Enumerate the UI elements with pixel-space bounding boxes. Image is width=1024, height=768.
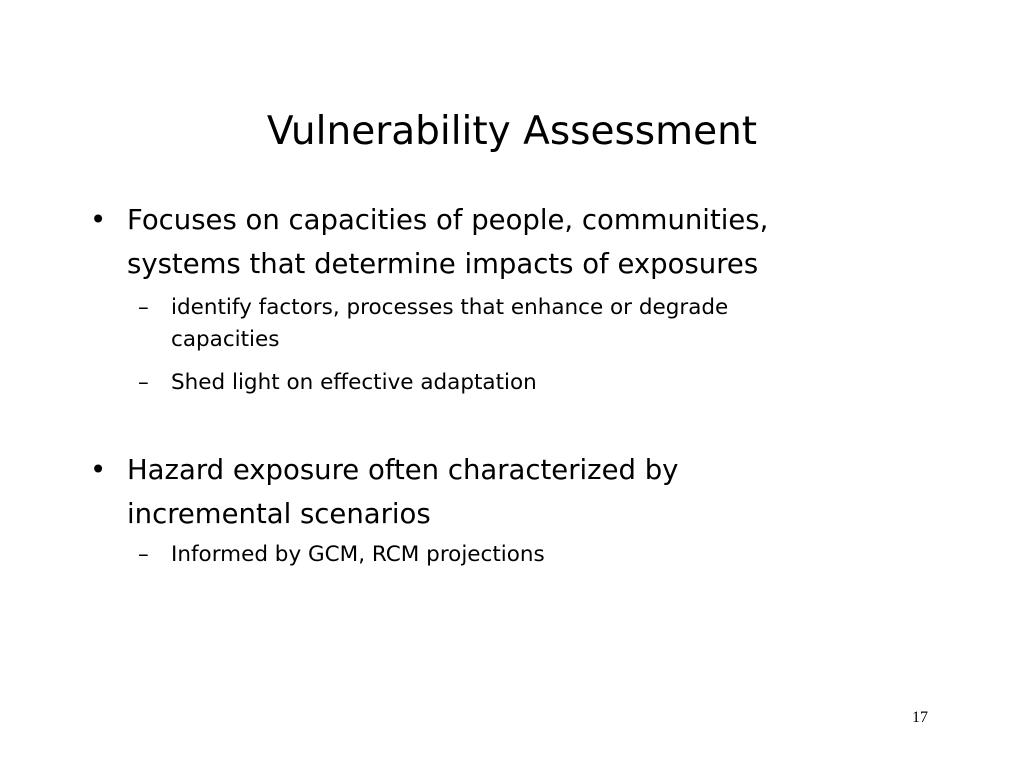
page-number: 17 <box>912 709 928 726</box>
sub-bullet-line: capacities <box>171 327 280 352</box>
bullet-line: systems that determine impacts of exposures <box>127 248 759 280</box>
bullet-line: Focuses on capacities of people, communities, <box>127 204 769 236</box>
bullet-line: Hazard exposure often characterized by <box>127 454 679 486</box>
bullet-mark: • <box>90 204 107 236</box>
bullet-line: incremental scenarios <box>127 498 431 530</box>
sub-bullet-text <box>171 539 901 571</box>
bullet-mark: • <box>90 454 107 486</box>
sub-bullet-mark: – <box>138 370 149 395</box>
slide-title: Vulnerability Assessment <box>266 109 758 154</box>
sub-bullet-line: identify factors, processes that enhance or degrade <box>171 295 729 320</box>
sub-bullet-mark: – <box>138 295 149 320</box>
sub-bullet-text <box>171 292 901 356</box>
sub-bullet-line: Informed by GCM, RCM projections <box>171 542 545 567</box>
sub-bullet-mark: – <box>138 542 149 567</box>
sub-bullet-line: Shed light on effective adaptation <box>171 370 537 395</box>
sub-bullet-text <box>171 367 901 399</box>
bullet-text <box>127 198 887 286</box>
bullet-text <box>127 448 887 536</box>
